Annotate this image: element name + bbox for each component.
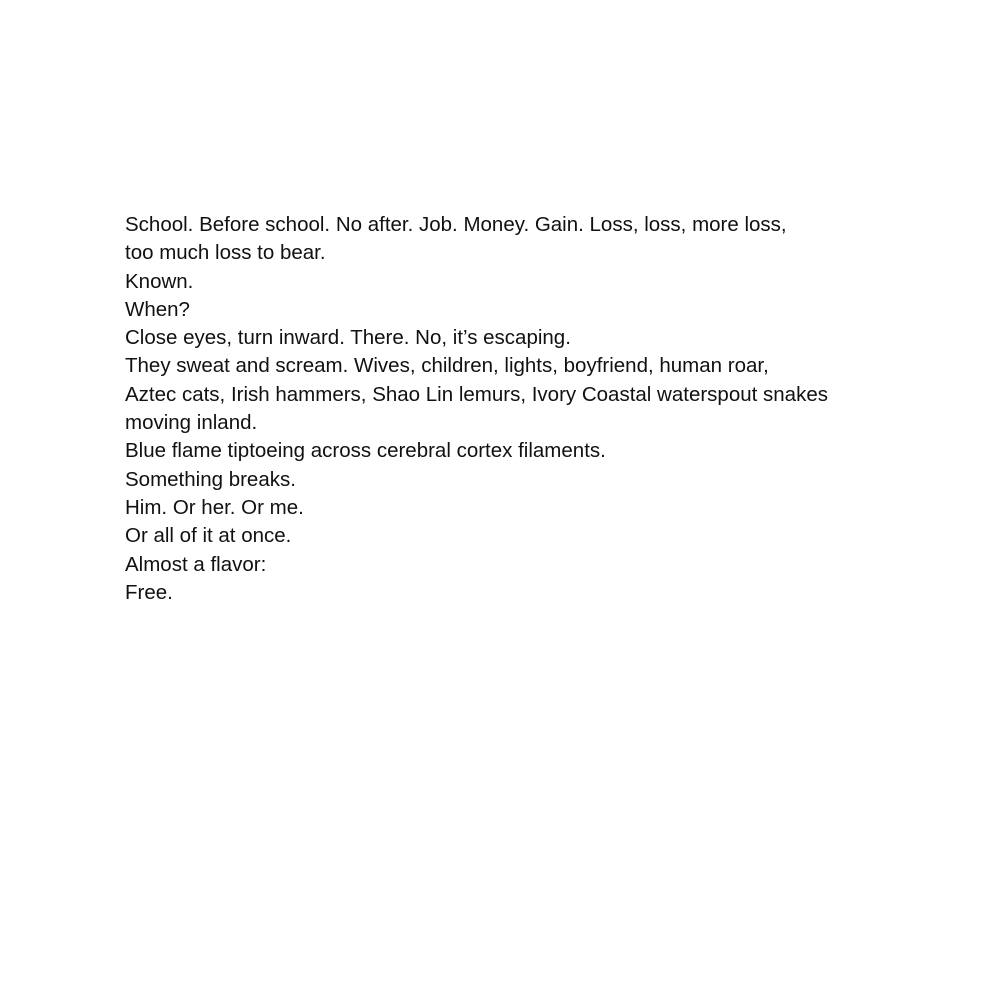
text-line: Free. (125, 580, 173, 604)
text-line: Or all of it at once. (125, 524, 292, 548)
text-line: When? (125, 297, 190, 321)
text-line: They sweat and scream. Wives, children, lights, boyfriend, human roar, (125, 354, 769, 378)
text-line: Blue flame tiptoeing across cerebral cortex filaments. (125, 439, 606, 463)
text-line: moving inland. (125, 411, 258, 435)
poem-text (125, 211, 885, 607)
text-line: Him. Or her. Or me. (125, 495, 304, 519)
text-line: Close eyes, turn inward. There. No, it’s escaping. (125, 326, 571, 350)
text-line: Almost a flavor: (125, 552, 267, 576)
text-line: Aztec cats, Irish hammers, Shao Lin lemurs, Ivory Coastal waterspout snakes (125, 382, 828, 406)
text-line: Known. (125, 269, 194, 293)
text-line: Something breaks. (125, 467, 296, 491)
text-line: School. Before school. No after. Job. Money. Gain. Loss, loss, more loss, (125, 213, 787, 236)
text-line: too much loss to bear. (125, 241, 326, 265)
